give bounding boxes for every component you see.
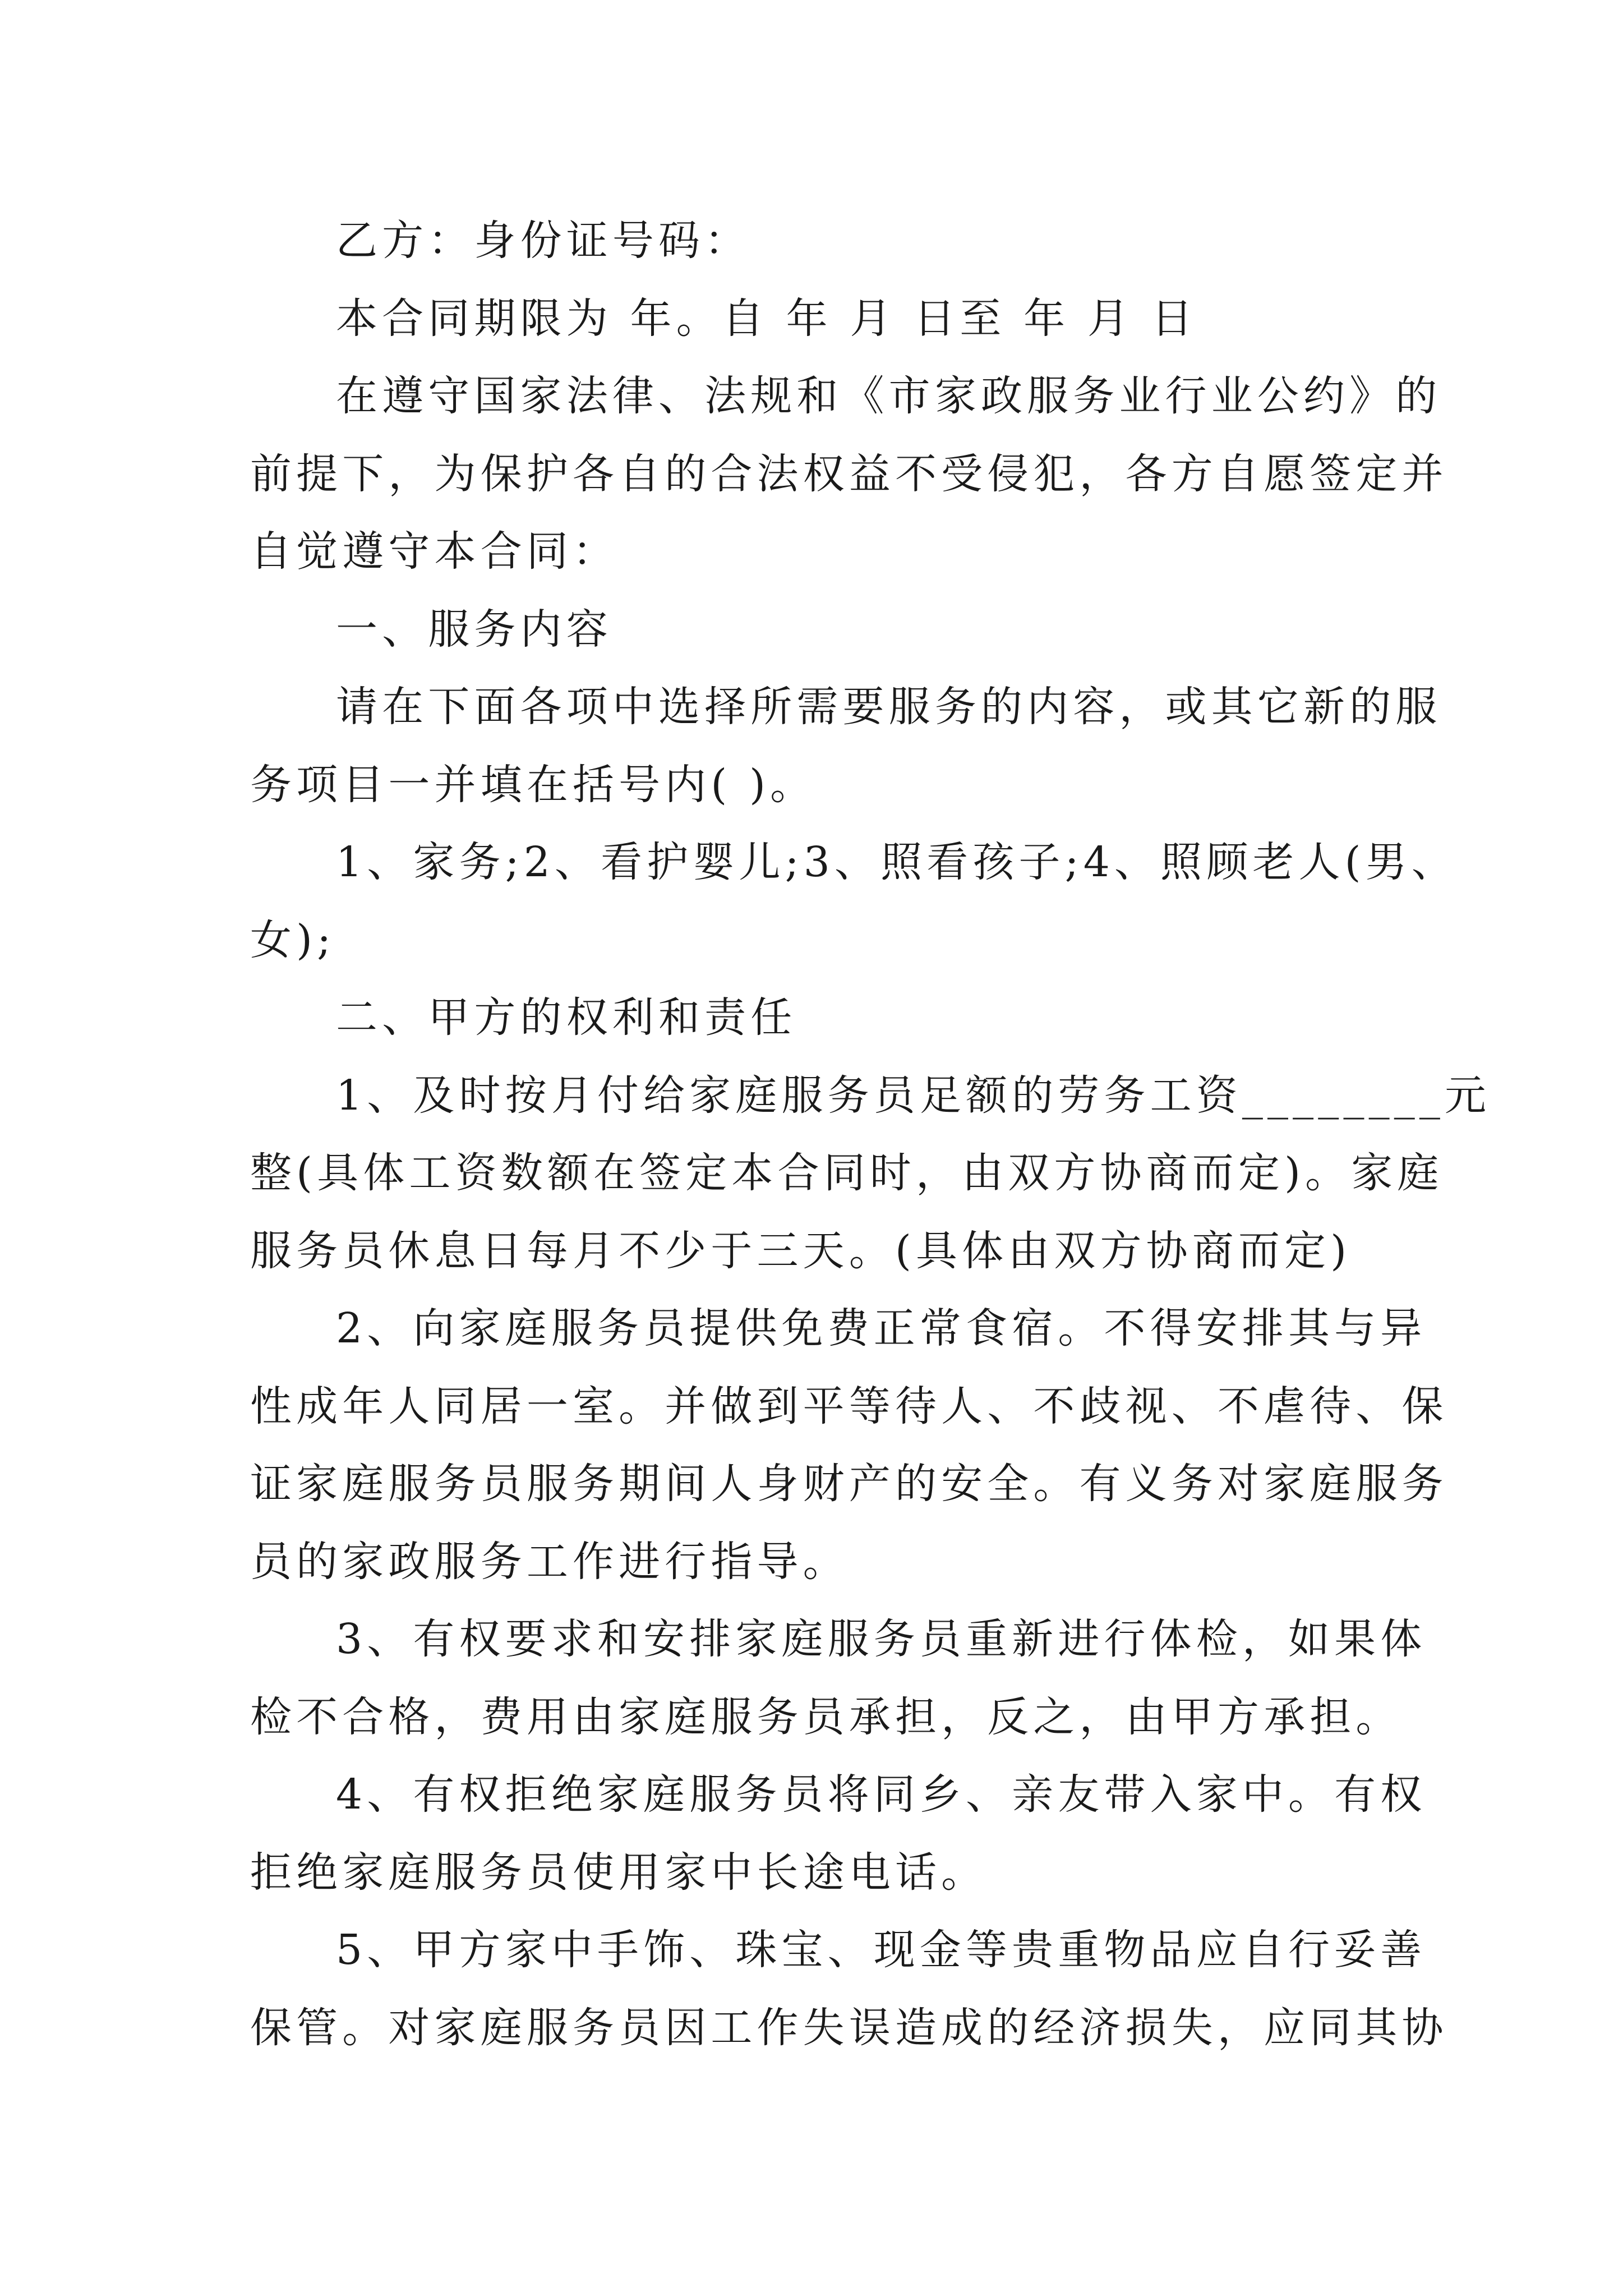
party-b-id-line: 乙方：身份证号码： [336, 217, 751, 265]
clause-2-2-line-1: 2、向家庭服务员提供免费正常食宿。不得安排其与异 [336, 1304, 1427, 1352]
clause-2-4-line-2: 拒绝家庭服务员使用家中长途电话。 [250, 1848, 988, 1897]
section-2-heading: 二、甲方的权利和责任 [336, 993, 797, 1042]
clause-2-1-line-2: 整(具体工资数额在签定本合同时，由双方协商而定)。家庭 [250, 1149, 1444, 1197]
clause-2-2-line-2: 性成年人同居一室。并做到平等待人、不歧视、不虐待、保 [250, 1382, 1448, 1430]
clause-2-4-line-1: 4、有权拒绝家庭服务员将同乡、亲友带入家中。有权 [336, 1770, 1427, 1819]
preamble-line-3: 自觉遵守本合同： [250, 527, 619, 576]
clause-2-3-line-1: 3、有权要求和安排家庭服务员重新进行体检，如果体 [336, 1615, 1427, 1663]
clause-2-1-line-3: 服务员休息日每月不少于三天。(具体由双方协商而定) [250, 1227, 1352, 1275]
clause-2-1-line-1: 1、及时按月付给家庭服务员足额的劳务工资________元 [336, 1071, 1491, 1120]
section-1-heading: 一、服务内容 [336, 605, 612, 654]
clause-2-5-line-2: 保管。对家庭服务员因工作失误造成的经济损失，应同其协 [250, 2004, 1448, 2052]
preamble-line-2: 前提下，为保护各自的合法权益不受侵犯，各方自愿签定并 [250, 450, 1448, 498]
service-intro-line-1: 请在下面各项中选择所需要服务的内容，或其它新的服 [336, 683, 1442, 731]
service-intro-line-2: 务项目一并填在括号内( )。 [250, 761, 817, 809]
preamble-line-1: 在遵守国家法律、法规和《市家政服务业行业公约》的 [336, 372, 1442, 420]
service-items-line-1: 1、家务;2、看护婴儿;3、照看孩子;4、照顾老人(男、 [336, 838, 1458, 886]
contract-term-line: 本合同期限为 年。自 年 月 日至 年 月 日 [336, 295, 1197, 343]
clause-2-5-line-1: 5、甲方家中手饰、珠宝、现金等贵重物品应自行妥善 [336, 1926, 1427, 1974]
clause-2-2-line-3: 证家庭服务员服务期间人身财产的安全。有义务对家庭服务 [250, 1460, 1448, 1508]
clause-2-2-line-4: 员的家政服务工作进行指导。 [250, 1538, 849, 1586]
clause-2-3-line-2: 检不合格，费用由家庭服务员承担，反之，由甲方承担。 [250, 1693, 1402, 1741]
service-items-line-2: 女); [250, 916, 336, 964]
